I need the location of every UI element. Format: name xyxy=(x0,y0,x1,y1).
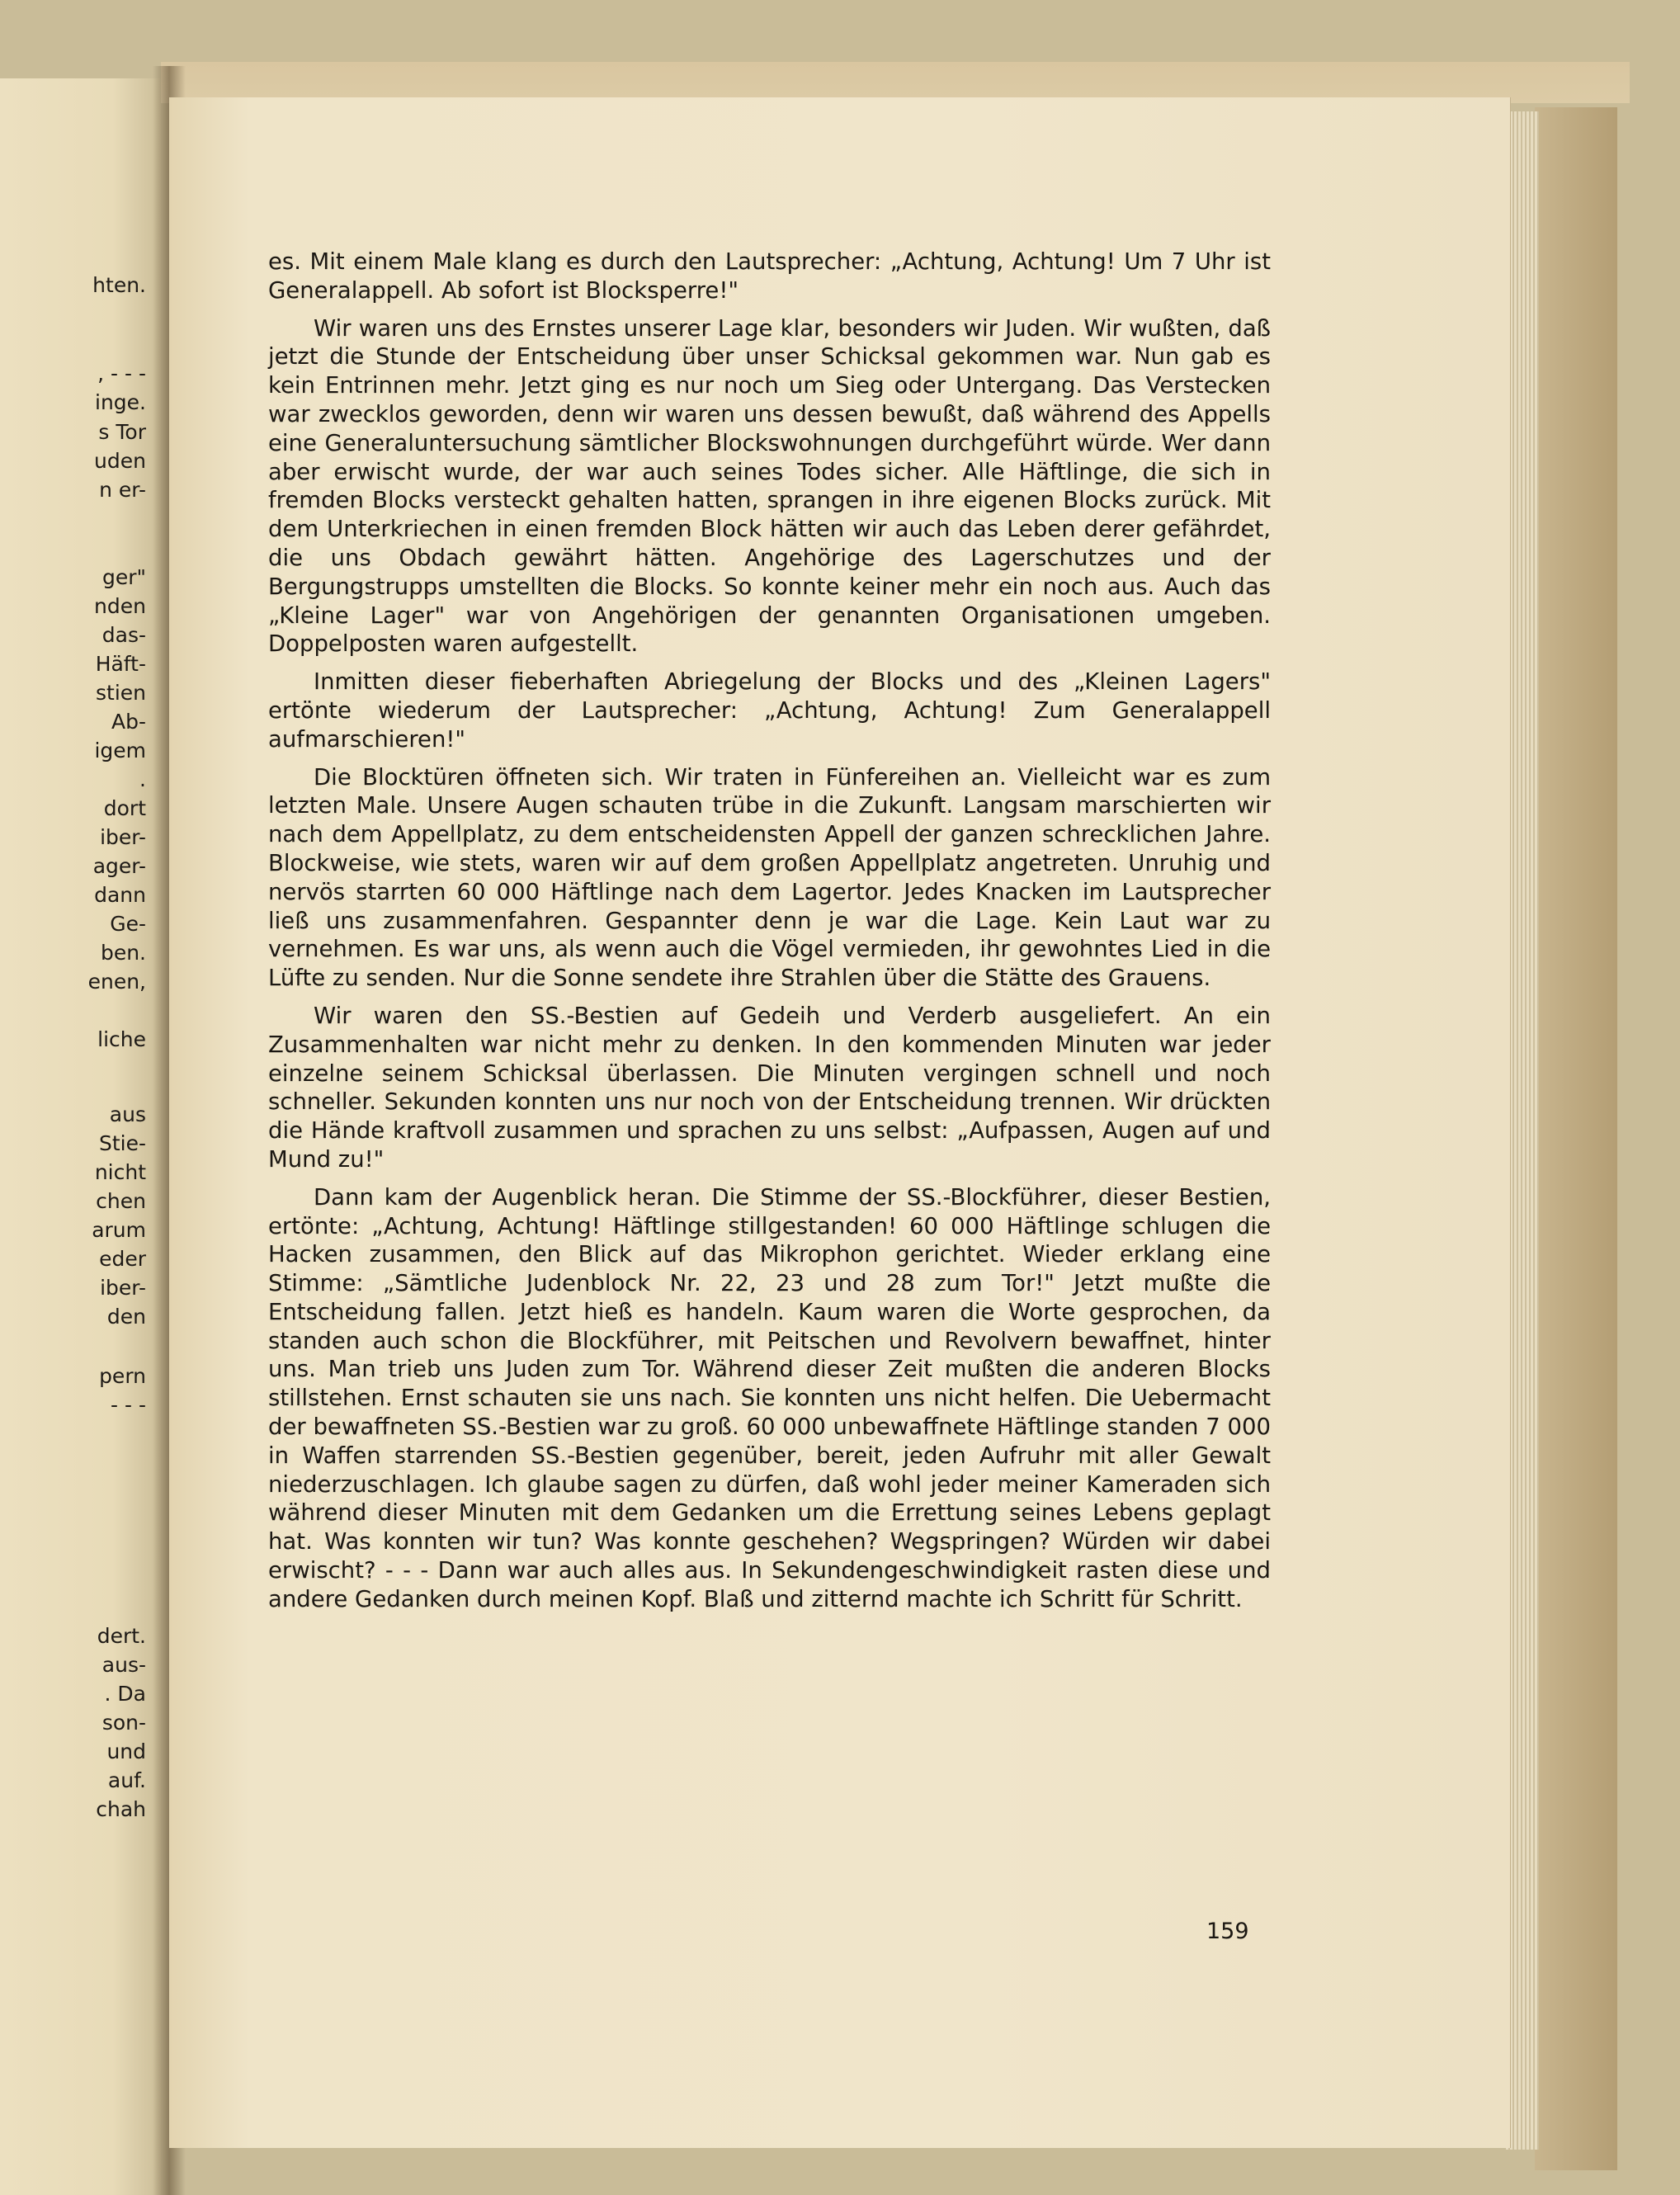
left-page-line-fragment: s Tor xyxy=(98,420,146,444)
left-page-line-fragment: iber- xyxy=(100,1276,146,1300)
left-page-line-fragment: aus- xyxy=(101,1653,146,1677)
page-body-text xyxy=(268,248,1271,1623)
left-page-line-fragment: auf. xyxy=(107,1768,146,1792)
left-page-line-fragment: . xyxy=(139,767,146,791)
left-page-line-fragment: nden xyxy=(94,594,146,618)
left-page-line-fragment: ger" xyxy=(101,565,146,589)
previous-page-sliver xyxy=(0,78,161,2195)
left-page-line-fragment: nicht xyxy=(94,1160,146,1184)
paragraph: Wir waren uns des Ernstes unserer Lage klar, besonders wir Juden. Wir wußten, daß jetzt die Stunde der Entscheidung über unser Schicksal gekommen war. Nun gab es kein Entrinnen mehr. Jetzt ging es nur noch um Sieg oder Untergang. Das Verstecken war zwecklos geworden, denn wir waren uns dessen bewußt, daß während des Appells eine Generaluntersuchung sämtlicher Blockswohnungen durchgeführt würde. Wer dann aber erwischt wurde, der war auch seines Todes sicher. Alle Häftlinge, die sich in fremden Blocks versteckt gehalten hatten, sprangen in ihre eigenen Blocks zurück. Mit dem Unterkriechen in einen fremden Block hätten wir auch das Leben derer gefährdet, die uns Obdach gewährt hätten. Angehörige des Lagerschutzes und der Bergungstrupps umstellten die Blocks. So konnte keiner mehr ein noch aus. Auch das „Kleine Lager" war von Angehörigen der genannten Organisationen umgeben. Doppelposten waren aufgestellt. xyxy=(268,314,1271,658)
left-page-line-fragment: - - - xyxy=(111,1393,146,1417)
left-page-line-fragment: Häft- xyxy=(95,652,146,676)
left-page-line-fragment: igem xyxy=(94,739,146,762)
book-cover-right-edge xyxy=(1535,107,1617,2170)
left-page-line-fragment: uden xyxy=(94,449,146,473)
paragraph: es. Mit einem Male klang es durch den Lautsprecher: „Achtung, Achtung! Um 7 Uhr ist Generalappell. Ab sofort ist Blocksperre!" xyxy=(268,248,1271,304)
left-page-line-fragment: das- xyxy=(101,623,146,647)
left-page-line-fragment: son- xyxy=(101,1711,146,1735)
left-page-line-fragment: eder xyxy=(99,1247,146,1271)
left-page-line-fragment: , - - - xyxy=(97,361,146,385)
paragraph: Wir waren den SS.-Bestien auf Gedeih und Verderb ausgeliefert. An ein Zusammenhalten war nicht mehr zu denken. In den kommenden Minuten war jeder einzelne seinem Schicksal überlassen. Die Minuten vergingen schnell und noch schneller. Sekunden konnten uns nur noch von der Entscheidung trennen. Wir drückten die Hände kraftvoll zusammen und sprachen zu uns selbst: „Aufpassen, Augen auf und Mund zu!" xyxy=(268,1002,1271,1173)
left-page-line-fragment: Ab- xyxy=(111,710,146,734)
left-page-line-fragment: Ge- xyxy=(110,912,146,936)
page-stack-edges xyxy=(1506,111,1539,2150)
left-page-line-fragment: ben. xyxy=(100,941,146,965)
paragraph: Inmitten dieser fieberhaften Abriegelung der Blocks und des „Kleinen Lagers" ertönte wiederum der Lautsprecher: „Achtung, Achtung! Zum Generalappell aufmarschieren!" xyxy=(268,668,1271,753)
left-page-line-fragment: pern xyxy=(99,1364,146,1388)
left-page-line-fragment: inge. xyxy=(95,390,146,414)
left-page-line-fragment: iber- xyxy=(100,825,146,849)
left-page-line-fragment: n er- xyxy=(99,478,146,502)
left-page-line-fragment: chah xyxy=(96,1797,146,1821)
left-page-line-fragment: stien xyxy=(96,681,146,705)
left-page-line-fragment: dert. xyxy=(97,1624,146,1648)
left-page-line-fragment: und xyxy=(106,1739,146,1763)
left-page-line-fragment: chen xyxy=(96,1189,146,1213)
left-page-line-fragment: dann xyxy=(94,883,146,907)
left-page-line-fragment: . Da xyxy=(104,1682,146,1706)
left-page-line-fragment: dort xyxy=(103,796,146,820)
left-page-line-fragment: liche xyxy=(97,1027,146,1051)
left-page-line-fragment: aus xyxy=(109,1102,146,1126)
left-page-line-fragment: hten. xyxy=(92,273,146,297)
left-page-line-fragment: den xyxy=(106,1305,146,1329)
left-page-line-fragment: enen, xyxy=(87,970,146,994)
left-page-line-fragment: arum xyxy=(92,1218,146,1242)
paragraph: Dann kam der Augenblick heran. Die Stimme der SS.-Blockführer, dieser Bestien, ertönte: „Achtung, Achtung! Häftlinge stillgestanden! 60 000 Häftlinge schlugen die Hacken zusammen, den Blick auf das Mikrophon gerichtet. Wieder erklang eine Stimme: „Sämtliche Judenblock Nr. 22, 23 und 28 zum Tor!" Jetzt mußte die Entscheidung fallen. Jetzt hieß es handeln. Kaum waren die Worte gesprochen, da standen auch schon die Blockführer, mit Peitschen und Revolvern bewaffnet, hinter uns. Man trieb uns Juden zum Tor. Während dieser Zeit mußten die anderen Blocks stillstehen. Ernst schauten sie uns nach. Sie konnten uns nicht helfen. Die Uebermacht der bewaffneten SS.-Bestien war zu groß. 60 000 unbewaffnete Häftlinge standen 7 000 in Waffen starrenden SS.-Bestien gegenüber, bereit, jeden Aufruhr mit aller Gewalt niederzuschlagen. Ich glaube sagen zu dürfen, daß wohl jeder meiner Kameraden sich während dieser Minuten mit dem Gedanken um die Errettung seines Lebens geplagt hat. Was konnten wir tun? Was konnte geschehen? Wegspringen? Würden wir dabei erwischt? - - - Dann war auch alles aus. In Sekundengeschwindigkeit rasten diese und andere Gedanken durch meinen Kopf. Blaß und zitternd machte ich Schritt für Schritt. xyxy=(268,1183,1271,1612)
left-page-line-fragment: ager- xyxy=(92,854,146,878)
page-number: 159 xyxy=(1206,1919,1249,1944)
paragraph: Die Blocktüren öffneten sich. Wir traten in Fünfereihen an. Vielleicht war es zum letzten Male. Unsere Augen schauten trübe in die Zukunft. Langsam marschierten wir nach dem Appellplatz, zu dem entscheidensten Appell der ganzen schrecklichen Jahre. Blockweise, wie stets, waren wir auf dem großen Appellplatz angetreten. Unruhig und nervös starrten 60 000 Häftlinge nach dem Lagertor. Jedes Knacken im Lautsprecher ließ uns zusammenfahren. Gespannter denn je war die Lage. Kein Laut war zu vernehmen. Es war uns, als wenn auch die Vögel vermieden, ihr gewohntes Lied in die Lüfte zu senden. Nur die Sonne sendete ihre Strahlen über die Stätte des Grauens. xyxy=(268,763,1271,992)
left-page-line-fragment: Stie- xyxy=(98,1131,146,1155)
